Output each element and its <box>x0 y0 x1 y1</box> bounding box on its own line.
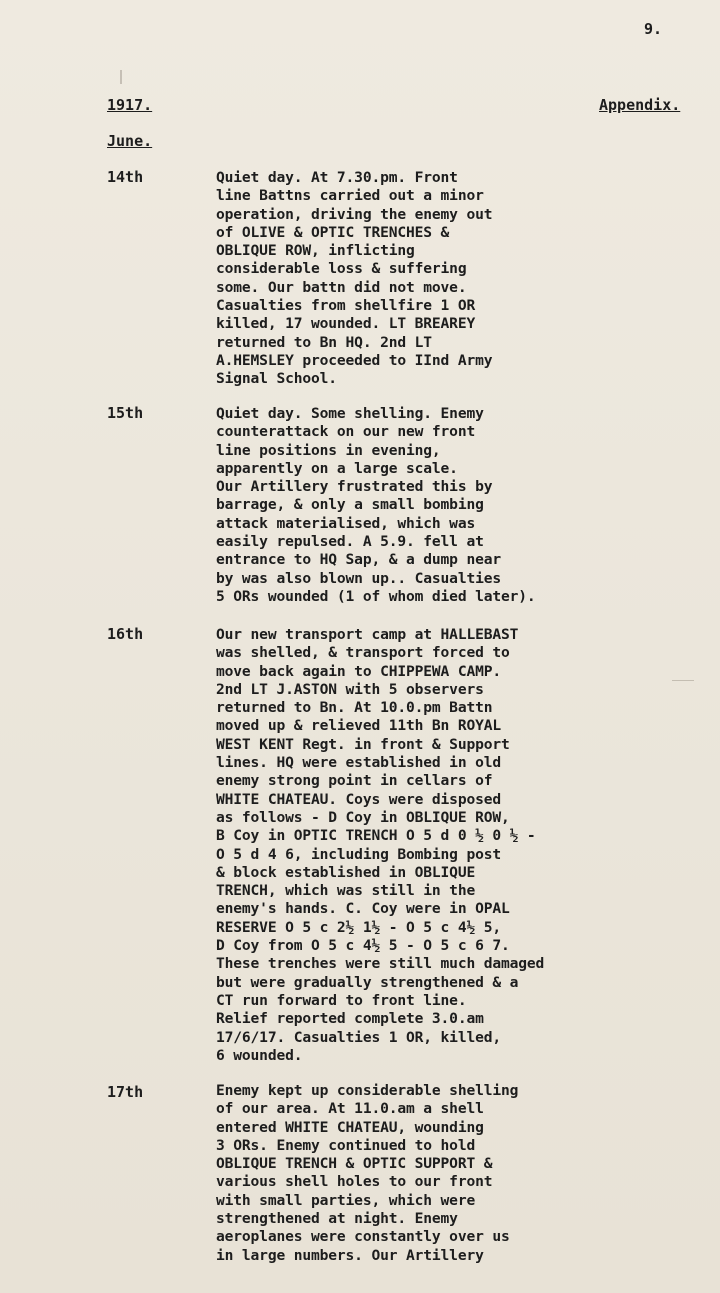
entry-line: Quiet day. At 7.30.pm. Front <box>216 169 458 186</box>
entry-line: with small parties, which were <box>216 1191 476 1209</box>
entry-line: RESERVE O 5 c 2½ 1½ - O 5 c 4½ 5, <box>216 918 501 936</box>
entry-line: Casualties from shellfire 1 OR <box>216 297 476 315</box>
entry-line: strengthened at night. Enemy <box>216 1210 458 1228</box>
entry-line: various shell holes to our front <box>216 1173 493 1191</box>
entry-date: 16th <box>107 625 144 643</box>
entry-line: line positions in evening, <box>216 441 441 459</box>
month-heading: June. <box>107 132 153 150</box>
entry-line: A.HEMSLEY proceeded to IInd Army <box>216 351 493 369</box>
paper-mark <box>120 70 122 84</box>
entry-line: returned to Bn. At 10.0.pm Battn <box>216 699 493 717</box>
entry-text <box>216 169 492 389</box>
entry-date: 17th <box>107 1083 144 1101</box>
entry-line: counterattack on our new front <box>216 423 476 441</box>
entry-line: as follows - D Coy in OBLIQUE ROW, <box>216 808 510 826</box>
entry-line: CT run forward to front line. <box>216 991 467 1009</box>
entry-line: B Coy in OPTIC TRENCH O 5 d 0 ½ 0 ½ - <box>216 827 536 845</box>
entry-line: 5 ORs wounded (1 of whom died later). <box>216 587 536 605</box>
entry-line: OBLIQUE ROW, inflicting <box>216 242 415 260</box>
appendix-label: Appendix. <box>599 96 681 114</box>
entry-line: 2nd LT J.ASTON with 5 observers <box>216 680 484 698</box>
entry-line: D Coy from O 5 c 4½ 5 - O 5 c 6 7. <box>216 937 510 955</box>
entry-date: 14th <box>107 168 144 186</box>
entry-line: apparently on a large scale. <box>216 459 458 477</box>
entry-line: Quiet day. Some shelling. Enemy <box>216 405 484 422</box>
entry-line: move back again to CHIPPEWA CAMP. <box>216 662 501 680</box>
entry-line: O 5 d 4 6, including Bombing post <box>216 845 501 863</box>
entry-line: moved up & relieved 11th Bn ROYAL <box>216 717 501 735</box>
entry-line: of OLIVE & OPTIC TRENCHES & <box>216 223 450 241</box>
entry-line: attack materialised, which was <box>216 514 476 532</box>
entry-text <box>216 626 544 1065</box>
entry-line: killed, 17 wounded. LT BREAREY <box>216 315 476 333</box>
page-number: 9. <box>644 20 663 38</box>
entry-line: operation, driving the enemy out <box>216 205 493 223</box>
entry-line: These trenches were still much damaged <box>216 955 545 973</box>
entry-line: entered WHITE CHATEAU, wounding <box>216 1118 484 1136</box>
entry-line: & block established in OBLIQUE <box>216 863 476 881</box>
entry-line: Our new transport camp at HALLEBAST <box>216 626 519 643</box>
entry-line: easily repulsed. A 5.9. fell at <box>216 533 484 551</box>
entry-text <box>216 405 536 606</box>
entry-line: 3 ORs. Enemy continued to hold <box>216 1136 476 1154</box>
entry-line: Our Artillery frustrated this by <box>216 478 493 496</box>
entry-line: of our area. At 11.0.am a shell <box>216 1100 484 1118</box>
entry-line: 6 wounded. <box>216 1046 303 1064</box>
entry-line: enemy's hands. C. Coy were in OPAL <box>216 900 510 918</box>
entry-text <box>216 1082 518 1265</box>
entry-line: by was also blown up.. Casualties <box>216 569 501 587</box>
entry-line: line Battns carried out a minor <box>216 187 484 205</box>
entry-line: TRENCH, which was still in the <box>216 882 476 900</box>
entry-line: Signal School. <box>216 370 337 388</box>
entry-line: Enemy kept up considerable shelling <box>216 1082 519 1099</box>
entry-line: but were gradually strengthened & a <box>216 973 519 991</box>
entry-line: considerable loss & suffering <box>216 260 467 278</box>
entry-line: WEST KENT Regt. in front & Support <box>216 735 510 753</box>
paper-mark <box>672 680 694 681</box>
year-heading: 1917. <box>107 96 153 114</box>
entry-date: 15th <box>107 404 144 422</box>
entry-line: barrage, & only a small bombing <box>216 496 484 514</box>
entry-line: returned to Bn HQ. 2nd LT <box>216 333 432 351</box>
entry-line: was shelled, & transport forced to <box>216 644 510 662</box>
entry-line: OBLIQUE TRENCH & OPTIC SUPPORT & <box>216 1155 493 1173</box>
entry-line: 17/6/17. Casualties 1 OR, killed, <box>216 1028 501 1046</box>
entry-line: Relief reported complete 3.0.am <box>216 1010 484 1028</box>
entry-line: some. Our battn did not move. <box>216 278 467 296</box>
entry-line: entrance to HQ Sap, & a dump near <box>216 551 501 569</box>
entry-line: WHITE CHATEAU. Coys were disposed <box>216 790 501 808</box>
entry-line: lines. HQ were established in old <box>216 754 501 772</box>
entry-line: aeroplanes were constantly over us <box>216 1228 510 1246</box>
entry-line: in large numbers. Our Artillery <box>216 1246 484 1264</box>
entry-line: enemy strong point in cellars of <box>216 772 493 790</box>
